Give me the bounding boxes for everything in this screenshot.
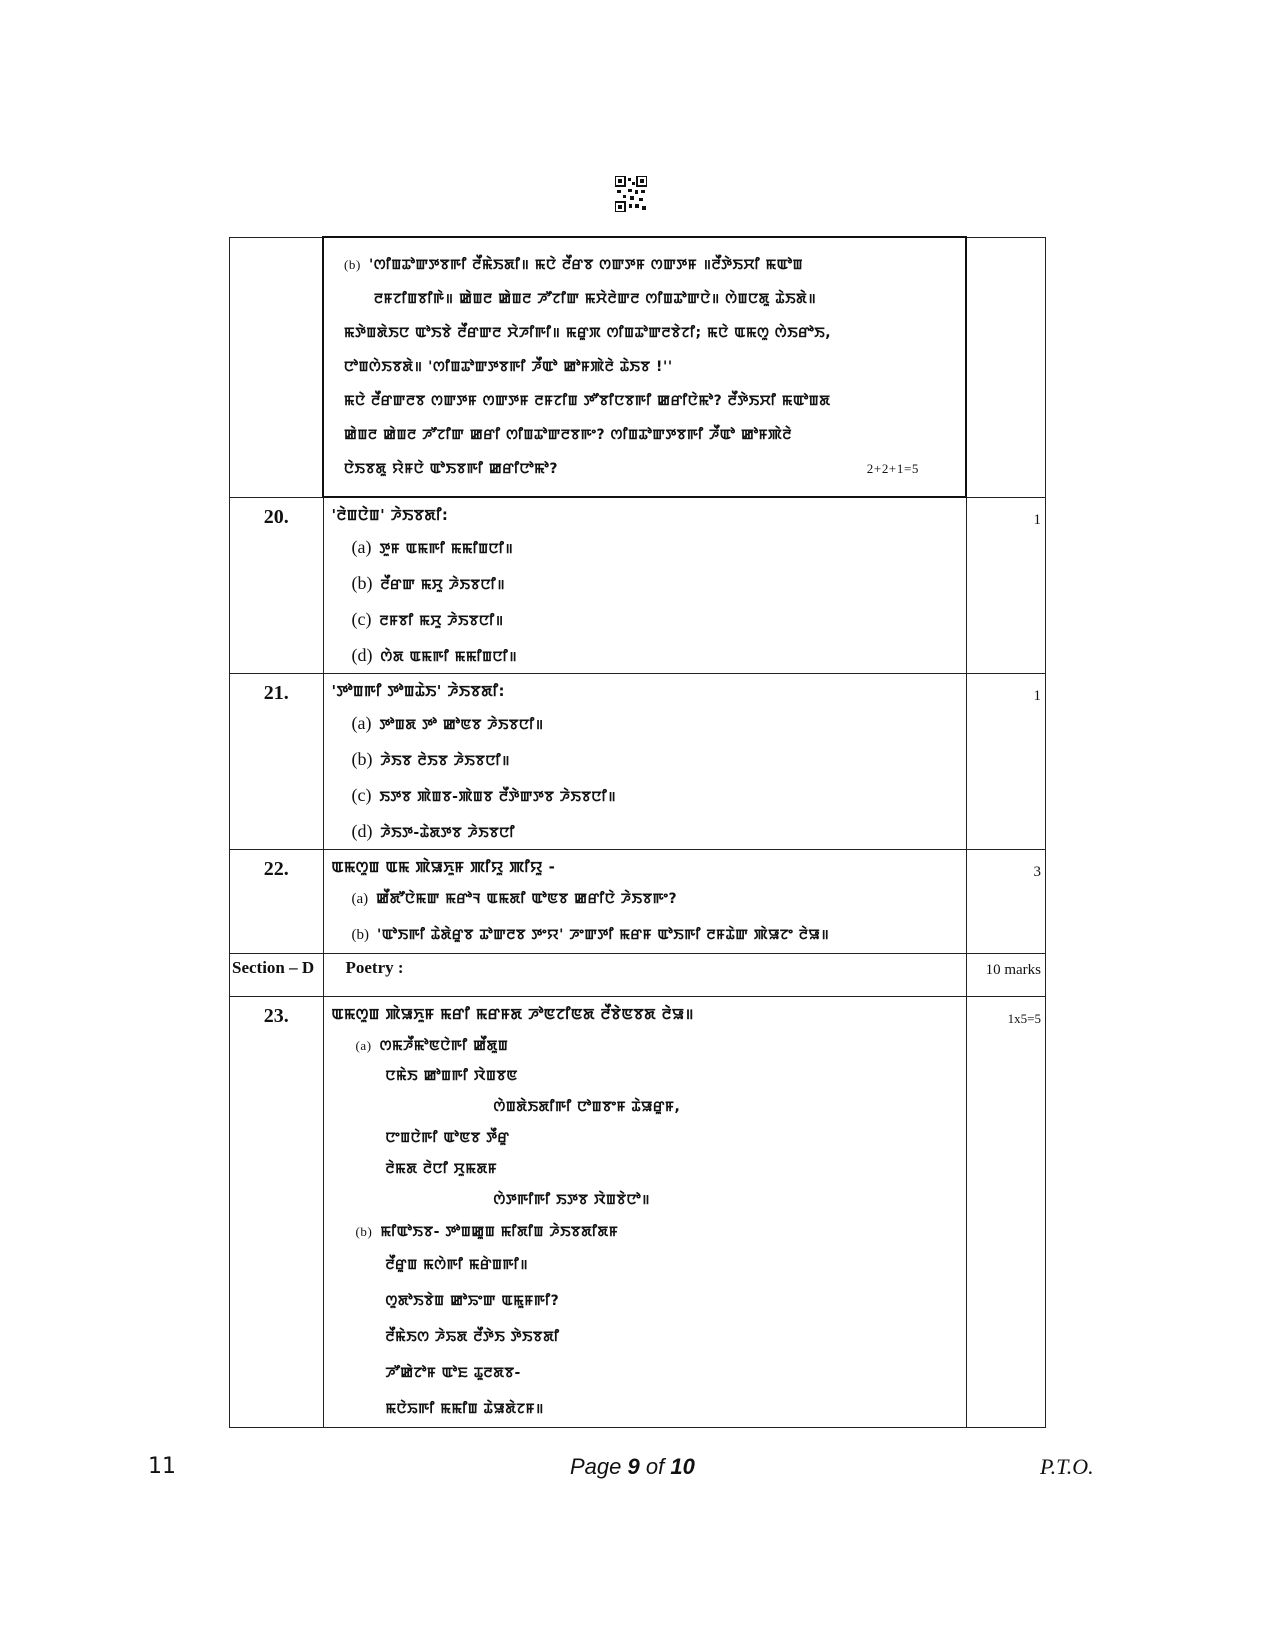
section-d-row: [230, 954, 1046, 997]
page-number: Page 9 of 10: [570, 1454, 695, 1479]
q19b-line: (b) 'ꯁꯤꯡꯊꯣꯛꯇꯕꯒꯤ ꯂꯩꯃꯥꯏꯗꯤ॥ ꯃꯅꯥ ꯂꯩꯔꯕ ꯁꯛꯇꯝ ꯁꯛꯇꯝ ॥ꯂꯩꯇꯥꯏꯆꯤ ꯃꯑꯣꯡ: [344, 257, 804, 273]
option-label: (b): [351, 749, 373, 769]
poem-line: ꯅꯃꯥꯏ ꯀꯣꯡꯒꯤ ꯋꯥꯡꯕꯟ: [385, 1068, 518, 1084]
q19b-line: ꯂꯝꯖꯤꯡꯕꯤꯒꯥ॥ ꯀꯥꯡꯂ ꯀꯥꯡꯂ ꯍꯧꯖꯤꯛ ꯃꯆꯥꯂꯥꯛꯂ ꯁꯤꯡꯊꯣꯛꯅꯥ॥ ꯁꯥꯡꯅꯗꯨ ꯊꯥꯏꯗꯥ॥: [374, 291, 817, 307]
option-label: (b): [351, 927, 369, 943]
option-text: ꯏꯇꯕ ꯄꯥꯡꯕ-ꯄꯥꯡꯕ ꯂꯩꯇꯥꯛꯇꯕ ꯍꯥꯏꯕꯅꯤ॥: [379, 789, 617, 805]
pto-label: P.T.O.: [1040, 1454, 1094, 1479]
question-number: 23.: [230, 997, 324, 1428]
answer-option: [324, 917, 966, 953]
question-marks: 1: [966, 497, 1046, 674]
option-text: ꯂꯩꯔꯛ ꯃꯆꯨ ꯍꯥꯏꯕꯅꯤ॥: [380, 577, 506, 593]
question-number: 21.: [230, 674, 324, 850]
question-marks: 3: [966, 850, 1046, 954]
answer-option: [324, 705, 966, 741]
option-text: 'ꯑꯣꯏꯒꯤ ꯊꯥꯗꯥꯔꯨꯕ ꯊꯣꯛꯂꯕ ꯇꯦꯌ' ꯍꯦꯛꯇꯤ ꯃꯔꯝ ꯑꯣꯏꯒꯤ ꯂꯝꯊꯥꯛ ꯄꯥꯎꯖꯦ ꯂꯥꯎ॥: [377, 927, 830, 943]
poem-b-heading: (b) ꯃꯤꯑꯣꯏꯕ- ꯇꯣꯡꯀꯨꯡ ꯃꯤꯗꯤꯡ ꯍꯥꯏꯕꯗꯤꯗꯝ: [355, 1224, 619, 1240]
answer-option: [324, 637, 966, 673]
section-title: Poetry :: [323, 954, 966, 997]
q19b-line: ꯃꯅꯥ ꯂꯩꯔꯛꯂꯕ ꯁꯛꯇꯝ ꯁꯛꯇꯝ ꯂꯝꯖꯤꯡ ꯇꯧꯕꯤꯅꯕꯒꯤ ꯀꯔꯤꯅꯥꯃꯣ? ꯂꯩꯇꯥꯏꯆꯤ ꯃꯑꯣꯡꯗ: [344, 393, 831, 409]
q19b-line: ꯀꯥꯡꯂ ꯀꯥꯡꯂ ꯍꯧꯖꯤꯛ ꯀꯔꯤ ꯁꯤꯡꯊꯣꯛꯂꯕꯒꯦ? ꯁꯤꯡꯊꯣꯛꯇꯕꯒꯤ ꯍꯩꯑꯣ ꯀꯣꯝꯄꯥꯂꯥ: [344, 427, 793, 443]
poem-line: ꯁꯨꯗꯣꯏꯕꯥꯡ ꯀꯣꯢꯦꯛ ꯑꯃꯨꯝꯒꯤ?: [385, 1293, 560, 1309]
poem-line: ꯁꯥꯡꯗꯥꯏꯗꯤꯒꯤ ꯅꯣꯡꯕꯦꯝ ꯊꯥꯎꯔꯨꯝ,: [493, 1099, 681, 1115]
option-text: ꯇꯣꯡꯗ ꯇꯣ ꯀꯣꯟꯕ ꯍꯥꯏꯕꯅꯤ॥: [379, 717, 544, 733]
option-text: ꯍꯥꯏꯕ ꯂꯥꯏꯕ ꯍꯥꯏꯕꯅꯤ॥: [380, 753, 511, 769]
poem-line: ꯂꯩꯃꯥꯏꯁ ꯍꯥꯢꯗ ꯂꯩꯇꯥꯏ ꯇꯥꯏꯕꯗꯤ: [385, 1329, 560, 1345]
question-marks: 1: [966, 674, 1046, 850]
q19b-line: ꯃꯇꯥꯡꯗꯥꯏꯅ ꯑꯣꯏꯕꯥ ꯂꯩꯔꯛꯂ ꯆꯥꯍꯤꯒꯤ॥ ꯃꯔꯨꯞ ꯁꯤꯡꯊꯣꯛꯂꯕꯥꯖꯤ; ꯃꯅꯥ ꯑꯃꯁꯨ ꯁꯥꯏꯔꯣꯏ,: [344, 325, 832, 341]
option-label: (a): [351, 713, 372, 733]
poem-line: ꯂꯥꯃꯗ ꯂꯥꯅꯤ ꯆꯨꯃꯗꯝ: [385, 1161, 498, 1177]
answer-option: [324, 601, 966, 637]
question-stem: ꯑꯃꯁꯨꯡ ꯑꯃ ꯄꯥꯎꯈꯨꯝ ꯄꯤꯌꯨ ꯄꯤꯌꯨ -: [331, 858, 556, 876]
option-label: (d): [351, 645, 373, 665]
option-label: (c): [351, 785, 372, 805]
q23-row: [230, 997, 1046, 1428]
q19b-scan: [323, 237, 966, 497]
section-marks: 10 marks: [966, 954, 1046, 997]
option-text: ꯂꯝꯕꯤ ꯃꯆꯨ ꯍꯥꯏꯕꯅꯤ॥: [379, 613, 504, 629]
option-text: ꯇꯨꯝ ꯑꯃꯒꯤ ꯃꯃꯤꯡꯅꯤ॥: [379, 541, 514, 557]
question-stem: 'ꯇꯣꯡꯒꯤ ꯇꯣꯡꯊꯥꯏ' ꯍꯥꯏꯕꯗꯤ:: [331, 682, 506, 700]
sub-question-label: (b): [344, 257, 361, 272]
question-table: [229, 236, 1046, 1428]
option-label: (d): [351, 821, 373, 841]
q21-row: [230, 674, 1046, 850]
poem-line: ꯍꯧꯀꯥꯖꯣꯝ ꯑꯣꯐ ꯊꯨꯂꯗꯕ-: [385, 1365, 521, 1381]
poem-line: ꯂꯩꯔꯨꯡ ꯃꯁꯥꯒꯤ ꯃꯔꯥꯡꯒꯤ॥: [385, 1257, 529, 1273]
poem-a-heading: (a) ꯁꯃꯍꯩꯃꯣꯟꯅꯥꯒꯤ ꯀꯩꯗꯨꯡ: [355, 1038, 509, 1054]
answer-option: [324, 813, 966, 849]
question-marks: 1x5=5: [966, 997, 1046, 1428]
answer-option: [324, 565, 966, 601]
section-label: Section – D: [230, 954, 324, 997]
option-text: ꯍꯥꯏꯇ-ꯊꯥꯗꯇꯕ ꯍꯥꯏꯕꯅꯤ: [380, 825, 515, 841]
sub-question-score: 2+2+1=5: [866, 461, 919, 476]
q19b-row: [230, 237, 1046, 497]
qr-code-icon: [615, 176, 647, 212]
q22-row: [230, 850, 1046, 954]
question-number: 22.: [230, 850, 324, 954]
page-code: 11: [148, 1454, 176, 1479]
option-label: (a): [351, 537, 372, 557]
answer-option: [324, 529, 966, 565]
poem-line: ꯁꯥꯇꯒꯤꯒꯤ ꯏꯇꯕ ꯋꯥꯡꯕꯥꯅꯣ॥: [493, 1192, 651, 1208]
poem-line: ꯃꯅꯥꯢꯒꯤ ꯃꯃꯤꯡ ꯊꯥꯎꯗꯥꯖꯝ॥: [385, 1401, 544, 1417]
poem-line: ꯅꯦꯡꯅꯥꯒꯤ ꯑꯣꯟꯕ ꯇꯩꯔꯨ: [385, 1130, 510, 1146]
answer-option: [324, 777, 966, 813]
question-stem: 'ꯂꯥꯡꯅꯥꯡ' ꯍꯥꯏꯕꯗꯤ:: [331, 506, 449, 524]
q19b-line: ꯅꯣꯡꯁꯥꯏꯕꯗꯥ॥ 'ꯁꯤꯡꯊꯣꯛꯇꯕꯒꯤ ꯍꯩꯑꯣ ꯀꯣꯝꯄꯥꯂꯥ ꯊꯥꯏꯕ !'': [344, 359, 673, 375]
option-text: ꯀꯩꯗꯧꯅꯥꯃꯛ ꯃꯔꯣꯜ ꯑꯃꯗꯤ ꯑꯣꯟꯕ ꯀꯔꯤꯅꯥ ꯍꯥꯏꯕꯒꯦ?: [376, 891, 678, 907]
answer-option: [324, 741, 966, 777]
q19b-line: ꯅꯥꯏꯕꯗꯨ ꯌꯥꯝꯅꯥ ꯑꯣꯏꯕꯒꯤ ꯀꯔꯤꯅꯣꯃꯣ? 2+2+1=5: [344, 452, 959, 486]
question-stem: ꯑꯃꯁꯨꯡ ꯄꯥꯎꯈꯨꯝ ꯃꯔꯤ ꯃꯔꯝꯗ ꯍꯣꯟꯖꯤꯟꯗ ꯂꯩꯕꯥꯟꯕꯗ ꯂꯥꯎ॥: [331, 1005, 695, 1023]
option-label: (b): [351, 573, 373, 593]
option-label: (a): [351, 891, 369, 907]
answer-option: [324, 881, 966, 917]
question-number: 20.: [230, 497, 324, 674]
option-text: ꯁꯥꯗ ꯑꯃꯒꯤ ꯃꯃꯤꯡꯅꯤ॥: [380, 649, 518, 665]
q20-row: [230, 497, 1046, 674]
option-label: (c): [351, 609, 372, 629]
